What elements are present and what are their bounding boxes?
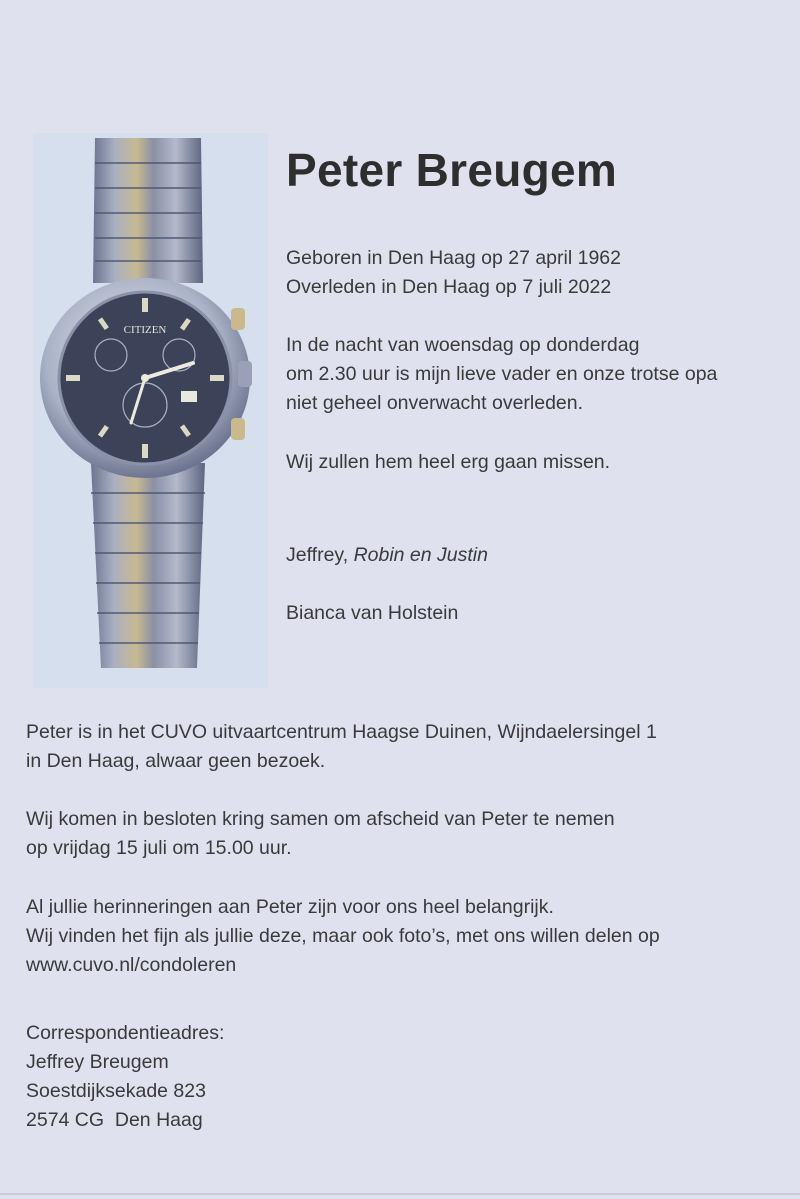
announcement-line: In de nacht van woensdag op donderdag xyxy=(286,334,640,356)
birth-line: Geboren in Den Haag op 27 april 1962 xyxy=(286,247,621,269)
memories-text xyxy=(26,893,660,980)
condolence-url: www.cuvo.nl/condoleren xyxy=(26,954,237,976)
announcement-text xyxy=(286,331,717,418)
memories-line: Al jullie herinneringen aan Peter zijn voor ons heel belangrijk. xyxy=(26,896,554,918)
watch-brand: CITIZEN xyxy=(123,324,167,336)
family-names-grandchildren: Robin en Justin xyxy=(353,544,488,566)
family-name-jeffrey: Jeffrey, xyxy=(286,544,349,566)
death-line: Overleden in Den Haag op 7 juli 2022 xyxy=(286,276,612,298)
announcement-line: niet geheel onverwacht overleden. xyxy=(286,392,584,414)
watch-illustration xyxy=(33,133,268,688)
family-line xyxy=(286,541,488,570)
farewell-line: op vrijdag 15 juli om 15.00 uur. xyxy=(26,837,292,859)
watch-photo xyxy=(33,133,268,688)
missing-line: Wij zullen hem heel erg gaan missen. xyxy=(286,451,611,473)
family-line-bianca: Bianca van Holstein xyxy=(286,602,459,624)
correspondence-city: 2574 CG Den Haag xyxy=(26,1109,203,1131)
correspondence-street: Soestdijksekade 823 xyxy=(26,1080,206,1102)
bottom-divider xyxy=(0,1193,800,1195)
correspondence-address xyxy=(26,1019,224,1135)
announcement-line: om 2.30 uur is mijn lieve vader en onze trotse opa xyxy=(286,363,718,385)
correspondence-name: Jeffrey Breugem xyxy=(26,1051,169,1073)
deceased-name: Peter Breugem xyxy=(286,144,618,196)
farewell-text xyxy=(26,805,615,863)
location-text xyxy=(26,718,657,776)
farewell-line: Wij komen in besloten kring samen om afscheid van Peter te nemen xyxy=(26,808,615,830)
location-line: Peter is in het CUVO uitvaartcentrum Haagse Duinen, Wijndaelersingel 1 xyxy=(26,721,657,743)
correspondence-heading: Correspondentieadres: xyxy=(26,1022,225,1044)
memories-line: Wij vinden het fijn als jullie deze, maar ook foto’s, met ons willen delen op xyxy=(26,925,660,947)
location-line: in Den Haag, alwaar geen bezoek. xyxy=(26,750,326,772)
